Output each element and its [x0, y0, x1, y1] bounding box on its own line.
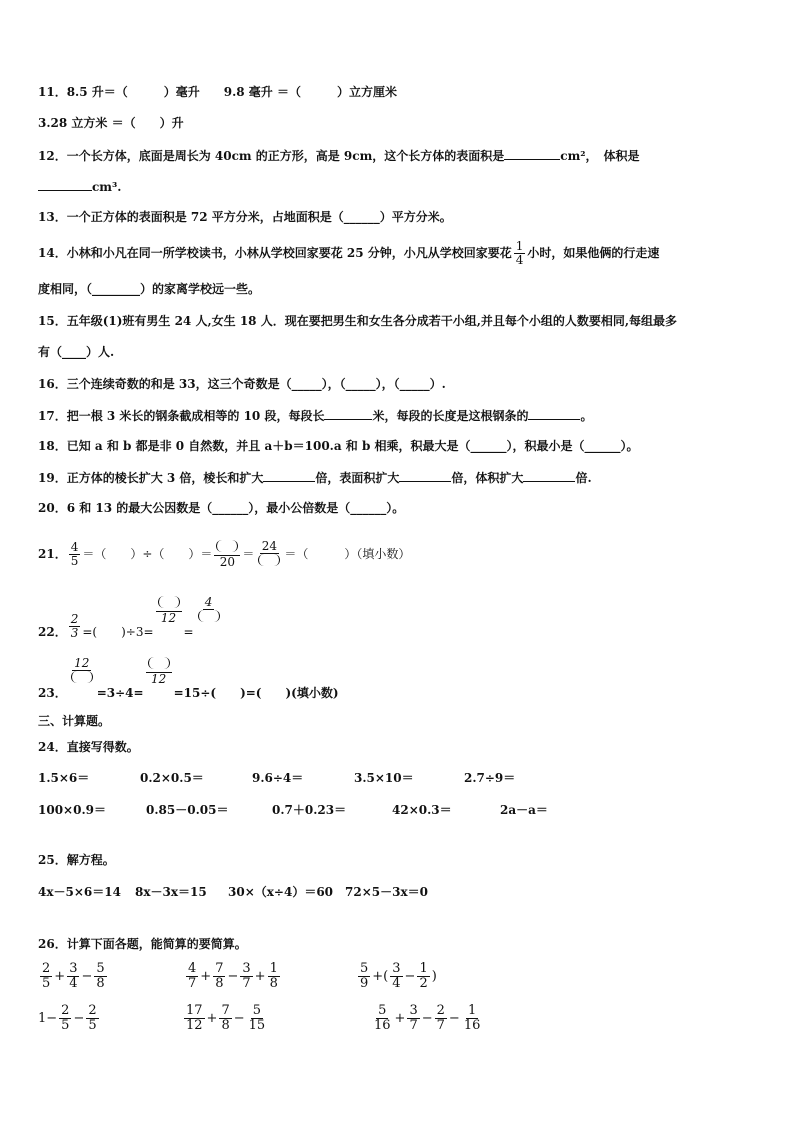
oral-calc-item: 3.5×10＝ [354, 771, 414, 785]
expression-text: =15÷( )=( )(填小数) [173, 686, 339, 700]
fraction [69, 541, 81, 568]
question-21 [38, 532, 410, 576]
question-19-text-c: 倍，体积扩大 [451, 471, 524, 485]
numerator: 7 [215, 961, 224, 976]
numerator: 17 [186, 1003, 203, 1018]
numerator: 12 [74, 656, 90, 670]
equation-item: 72×5－3x＝0 [345, 885, 428, 899]
numerator: 5 [360, 961, 369, 976]
question-14-line-2: 度相同，（________）的家离学校远一些。 [38, 282, 261, 296]
fraction [86, 1004, 98, 1033]
denominator: 4 [515, 253, 524, 267]
answer-blank[interactable] [399, 469, 451, 482]
answer-blank[interactable] [523, 469, 575, 482]
denominator: 4 [69, 976, 78, 991]
operator: + [394, 1011, 406, 1026]
question-19-text-b: 倍，表面积扩大 [315, 471, 400, 485]
question-12-line-2 [38, 178, 121, 195]
question-15-line-1: 15．五年级(1)班有男生 24 人,女生 18 人．现在要把男生和女生各分成若干小组,并且每个小组的人数要相同,每组最多 [38, 314, 678, 328]
oral-calc-item: 9.6÷4＝ [252, 771, 304, 785]
numerator: 5 [96, 961, 105, 976]
expression-text: ＝（ ）（填小数） [284, 547, 411, 561]
fraction [94, 962, 106, 991]
numerator: 3 [409, 1003, 418, 1018]
expression-text: =( )÷3= [82, 625, 154, 639]
question-number: 23． [38, 686, 67, 700]
denominator: 5 [61, 1018, 70, 1033]
answer-blank[interactable] [324, 407, 372, 420]
question-12-text: 12．一个长方体，底面是周长为 40cm 的正方形，高是 9cm，这个长方体的表面积是 [38, 149, 505, 163]
calc-expression-4 [38, 1004, 101, 1033]
numerator: 1 [269, 961, 278, 976]
numerator: 4 [204, 595, 213, 609]
question-number: 22． [38, 625, 67, 639]
answer-blank[interactable] [216, 540, 238, 552]
denominator: 2 [419, 976, 428, 991]
fraction [213, 962, 225, 991]
operator: − [81, 969, 93, 984]
fraction [146, 657, 172, 686]
denominator-blank [196, 610, 222, 625]
denominator: 5 [42, 976, 51, 991]
operator: ) [431, 969, 437, 984]
fraction [462, 1004, 483, 1033]
operator: + [206, 1011, 218, 1026]
denominator: 8 [96, 976, 105, 991]
answer-blank[interactable] [148, 657, 170, 669]
numerator: 2 [436, 1003, 445, 1018]
oral-calc-item: 42×0.3＝ [392, 803, 452, 817]
denominator: 7 [409, 1018, 418, 1033]
denominator: 4 [392, 976, 401, 991]
fraction [435, 1004, 447, 1033]
expression-text: ＝（ ）÷（ ）＝ [82, 547, 213, 561]
question-11-line-2: 3.28 立方米 ＝（ ）升 [38, 116, 184, 130]
question-24-title: 24．直接写得数。 [38, 740, 139, 754]
numerator: 3 [69, 961, 78, 976]
question-13: 13．一个正方体的表面积是 72 平方分米，占地面积是（______）平方分米。 [38, 210, 452, 224]
fraction [196, 596, 222, 625]
denominator: 8 [215, 976, 224, 991]
fraction [156, 596, 182, 625]
equals-sign: ＝ [242, 547, 255, 561]
numerator: 4 [188, 961, 197, 976]
denominator: 8 [269, 976, 278, 991]
answer-blank[interactable] [38, 178, 92, 191]
fraction [390, 962, 402, 991]
fraction [247, 1004, 268, 1033]
numerator: 5 [378, 1003, 387, 1018]
operator: + [54, 969, 66, 984]
denominator: 8 [221, 1018, 230, 1033]
oral-calc-item: 2.7÷9＝ [464, 771, 516, 785]
numerator-blank [214, 540, 240, 556]
question-14-text: 14．小林和小凡在同一所学校读书，小林从学校回家要花 25 分钟，小凡从学校回家要花 [38, 246, 512, 260]
answer-blank[interactable] [504, 147, 560, 160]
equation-item: 30×（x÷4）＝60 [228, 885, 334, 899]
operator: − [233, 1011, 245, 1026]
numerator: 1 [419, 961, 428, 976]
question-25-title: 25．解方程。 [38, 853, 115, 867]
denominator: 7 [242, 976, 251, 991]
numerator: 1 [467, 1003, 477, 1018]
denominator: 12 [186, 1018, 203, 1033]
question-16: 16．三个连续奇数的和是 33，这三个奇数是（_____），（_____），（_____）. [38, 377, 446, 391]
operator: − [448, 1011, 460, 1026]
fraction [407, 1004, 419, 1033]
answer-blank[interactable] [258, 554, 280, 566]
question-number: 21． [38, 547, 67, 561]
question-14-line-1 [38, 240, 659, 267]
numerator: 2 [61, 1003, 70, 1018]
question-23 [38, 657, 339, 701]
calc-expression-2 [184, 962, 282, 991]
numerator: 24 [261, 538, 278, 553]
question-19 [38, 469, 592, 486]
numerator: 2 [88, 1003, 97, 1018]
numerator: 3 [242, 961, 251, 976]
question-17 [38, 407, 593, 424]
question-12-text-b: cm²， 体积是 [560, 149, 640, 163]
equation-item: 4x－5×6＝14 [38, 885, 121, 899]
oral-calc-item: 100×0.9＝ [38, 803, 106, 817]
denominator-blank [69, 671, 95, 686]
denominator: 20 [219, 554, 236, 569]
denominator: 12 [150, 672, 167, 686]
question-12-text-c: cm³. [92, 180, 122, 194]
fraction [240, 962, 252, 991]
operator: − [421, 1011, 433, 1026]
fraction [358, 962, 370, 991]
operator: − [73, 1011, 85, 1026]
denominator: 16 [463, 1018, 481, 1033]
question-11-line-1: 11．8.5 升＝（ ）毫升 9.8 毫升 ＝（ ）立方厘米 [38, 85, 397, 99]
fraction-quarter [514, 240, 526, 267]
oral-calc-item: 0.7＋0.23＝ [272, 803, 347, 817]
fraction [256, 540, 282, 569]
question-15-line-2: 有（____）人. [38, 345, 115, 359]
numerator: 2 [42, 961, 51, 976]
question-26-title: 26．计算下面各题，能简算的要简算。 [38, 937, 247, 951]
oral-calc-item: 2a－a＝ [500, 803, 548, 817]
denominator: 9 [360, 976, 369, 991]
operator: + [254, 969, 266, 984]
fraction [186, 962, 198, 991]
question-17-text-b: 米，每段的长度是这根钢条的 [372, 409, 529, 423]
operator: + [200, 969, 212, 984]
operator: − [227, 969, 239, 984]
question-18: 18．已知 a 和 b 都是非 0 自然数，并且 a＋b＝100.a 和 b 相乘，积最大是（______），积最小是（______）。 [38, 439, 639, 453]
denominator: 15 [248, 1018, 266, 1033]
fraction [40, 962, 52, 991]
calc-expression-5 [182, 1004, 269, 1033]
fraction [59, 1004, 71, 1033]
operator: − [404, 969, 416, 984]
equation-item: 8x－3x＝15 [135, 885, 207, 899]
operator: 1− [38, 1011, 58, 1026]
fraction [219, 1004, 231, 1033]
denominator: 5 [70, 553, 79, 568]
calc-expression-6 [370, 1004, 484, 1033]
fraction [372, 1004, 393, 1033]
answer-blank[interactable] [528, 407, 580, 420]
answer-blank[interactable] [198, 610, 220, 622]
numerator: 7 [221, 1003, 230, 1018]
numerator: 3 [392, 961, 401, 976]
numerator-blank [146, 657, 172, 673]
question-14-text-b: 小时，如果他俩的行走速 [527, 246, 660, 260]
question-20: 20．6 和 13 的最大公因数是（______），最小公倍数是（______）。 [38, 501, 405, 515]
numerator: 5 [252, 1003, 262, 1018]
answer-blank[interactable] [71, 671, 93, 683]
denominator-blank [256, 554, 282, 569]
calc-expression-3 [356, 962, 437, 991]
fraction [69, 613, 81, 640]
numerator-blank [156, 596, 182, 612]
question-19-text: 19．正方体的棱长扩大 3 倍，棱长和扩大 [38, 471, 264, 485]
question-22 [38, 596, 224, 640]
calc-expression-1 [38, 962, 109, 991]
oral-calc-item: 0.2×0.5＝ [140, 771, 204, 785]
fraction [184, 1004, 205, 1033]
operator: +( [372, 969, 389, 984]
fraction [214, 540, 240, 569]
equals-sign: = [183, 625, 194, 639]
denominator: 3 [70, 626, 79, 640]
fraction [268, 962, 280, 991]
question-17-text: 17．把一根 3 米长的钢条截成相等的 10 段，每段长 [38, 409, 325, 423]
numerator: 1 [515, 239, 524, 253]
oral-calc-item: 1.5×6＝ [38, 771, 90, 785]
expression-text: =3÷4= [96, 686, 144, 700]
denominator: 16 [374, 1018, 391, 1033]
question-19-text-d: 倍. [575, 471, 592, 485]
numerator: 4 [70, 539, 79, 554]
answer-blank[interactable] [263, 469, 315, 482]
answer-blank[interactable] [158, 596, 180, 608]
fraction [417, 962, 429, 991]
denominator: 12 [160, 611, 177, 625]
denominator: 7 [436, 1018, 445, 1033]
section-3-heading: 三、计算题。 [38, 714, 111, 728]
fraction [69, 657, 95, 686]
denominator: 7 [188, 976, 197, 991]
question-17-text-c: 。 [580, 409, 593, 423]
oral-calc-item: 0.85－0.05＝ [146, 803, 229, 817]
question-12-line-1 [38, 147, 640, 164]
denominator: 5 [88, 1018, 97, 1033]
fraction [67, 962, 79, 991]
numerator: 2 [70, 612, 79, 626]
